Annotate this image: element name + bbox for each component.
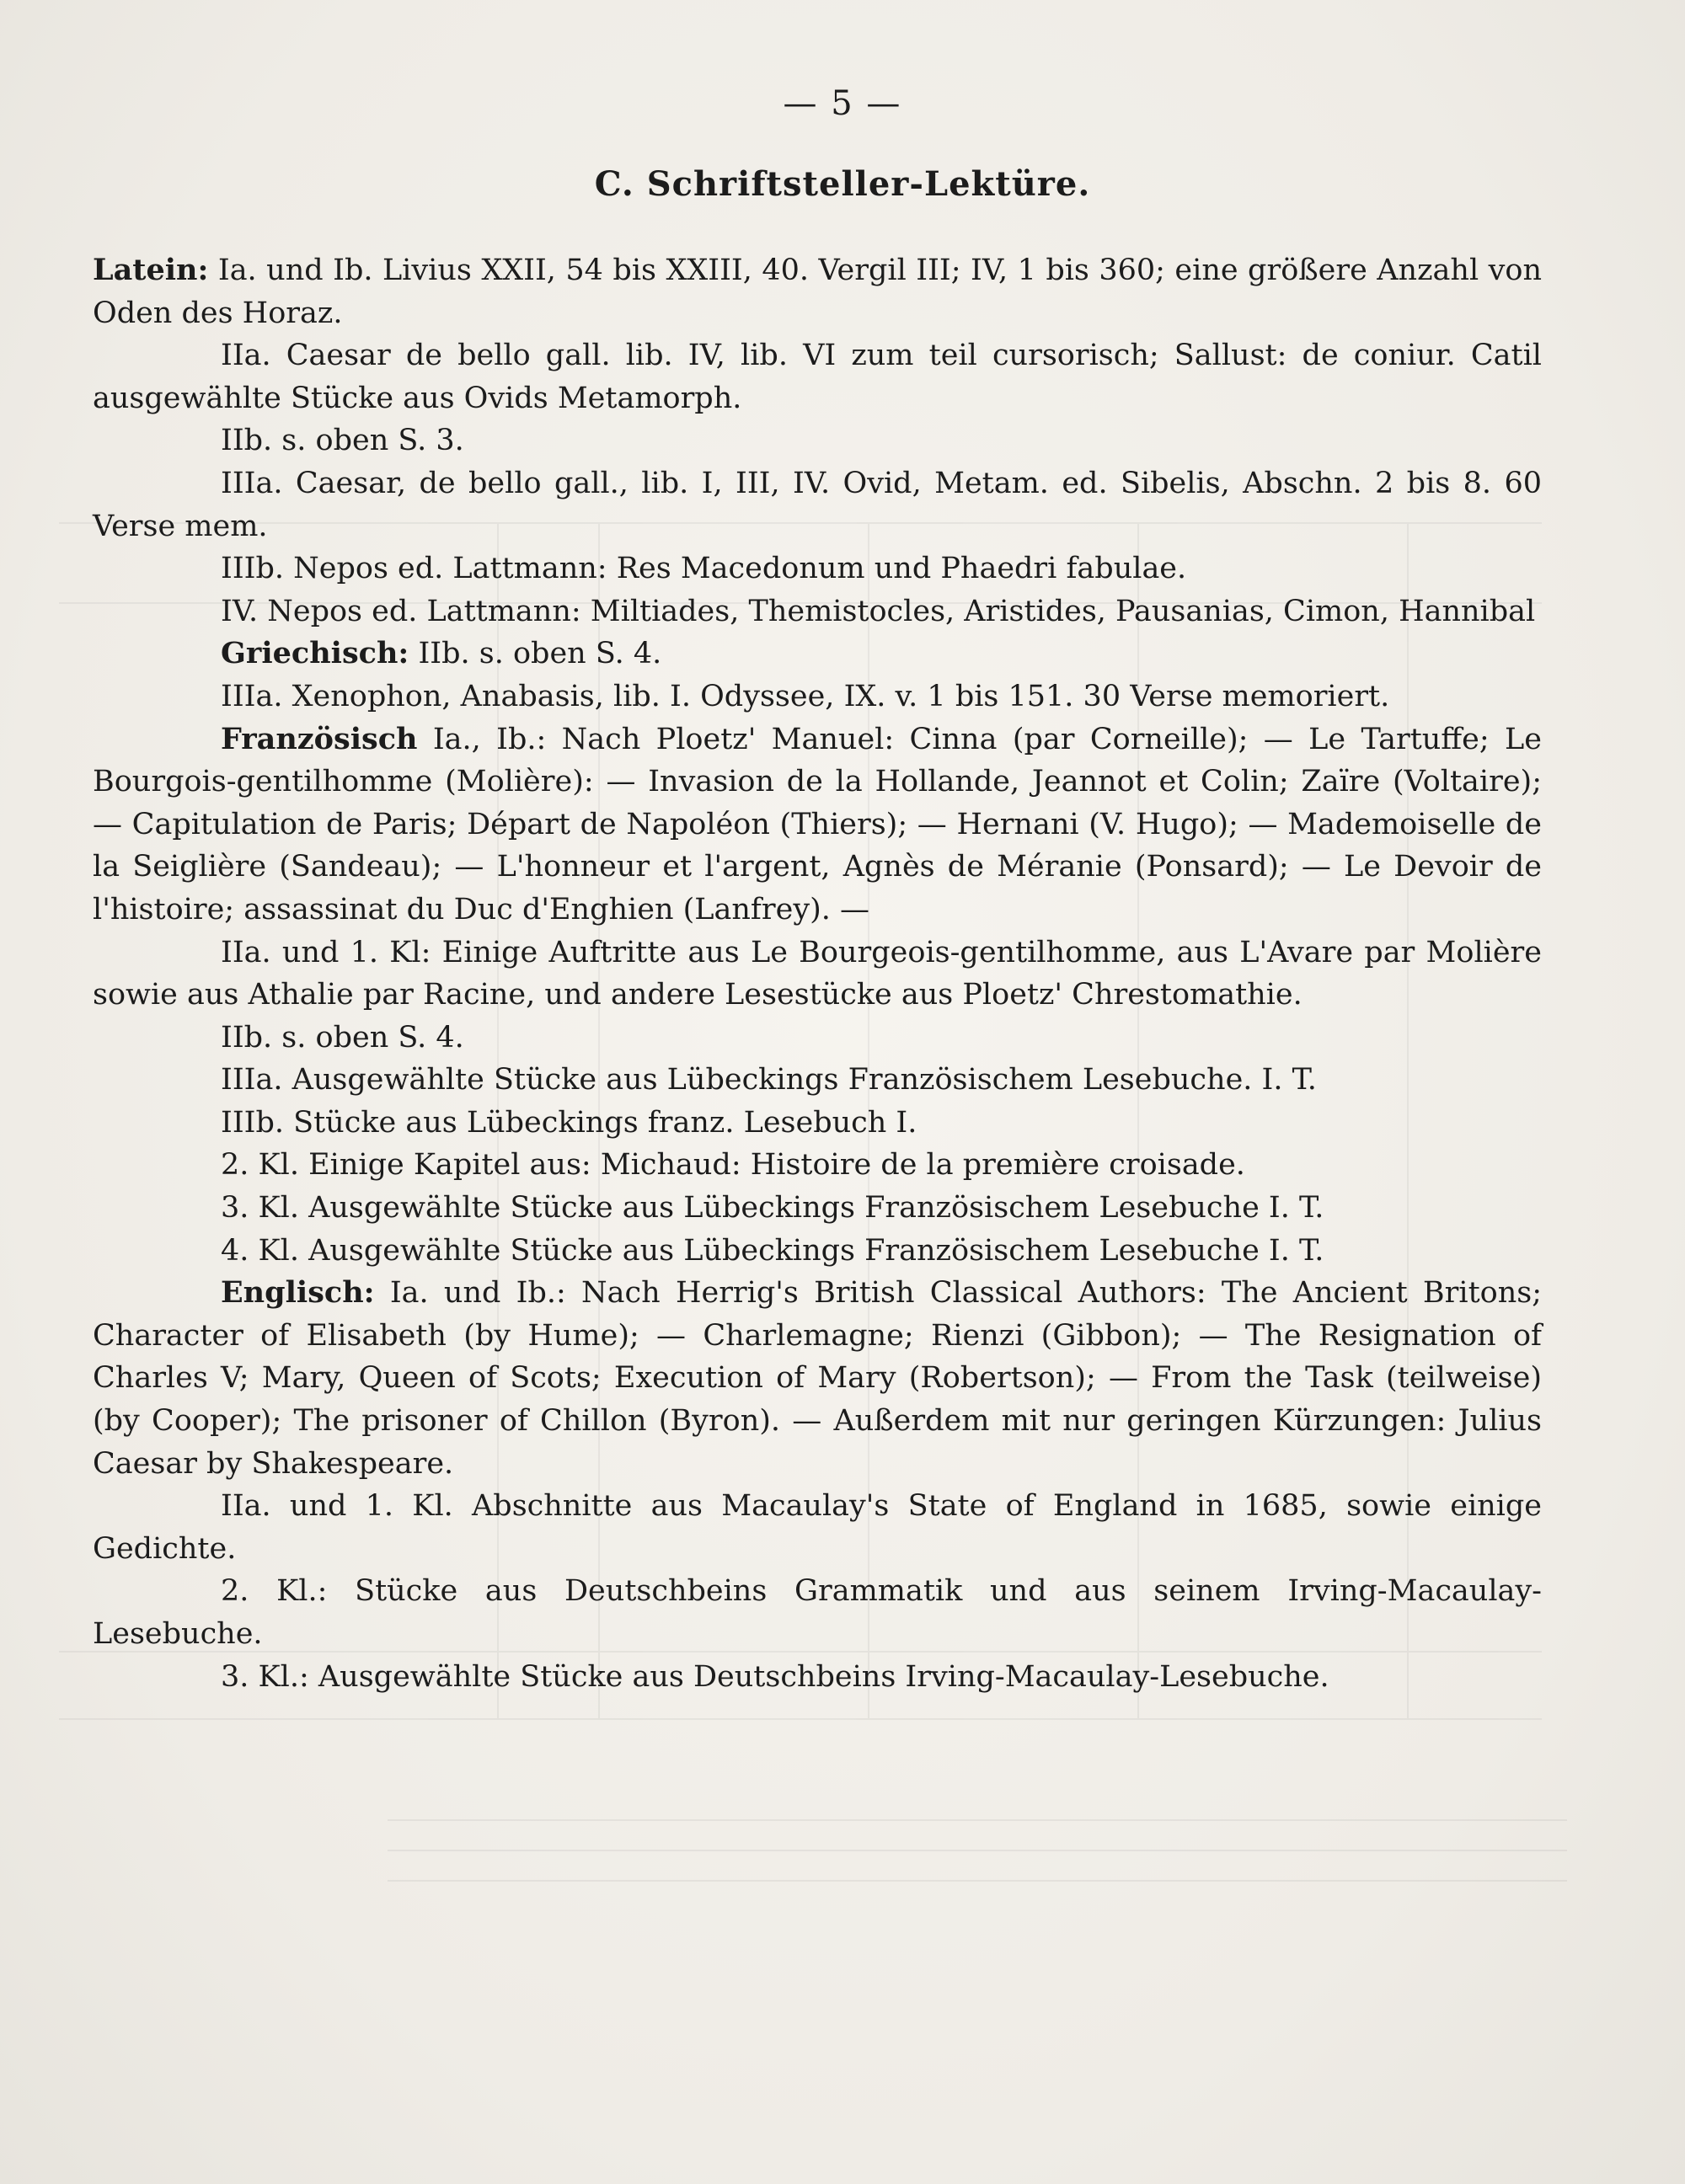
subject-label-latein: Latein: <box>93 253 209 287</box>
paragraph-franz-iiia: IIIa. Ausgewählte Stücke aus Lübeckings Französischem Lesebuche. I. T. <box>221 1063 1317 1097</box>
paragraph-griechisch-iiia: IIIa. Xenophon, Anabasis, lib. I. Odyssee, IX. v. 1 bis 151. 30 Verse memoriert. <box>221 679 1390 713</box>
paragraph-latein <box>93 249 1542 334</box>
paragraph-text: Ia. und Ib. Livius XXII, 54 bis XXIII, 40. Vergil III; IV, 1 bis 360; eine größere Anzahl von Oden des Horaz. <box>93 254 1542 330</box>
section-heading: C. Schriftsteller-Lektüre. <box>594 164 1091 204</box>
paragraph-text: Ia. und Ib.: Nach Herrig's British Classical Authors: The Ancient Britons; Character of Elisabeth (by Hume); — Charlemagne; Rienzi (Gibbon); — The Resignation of Charles V; Mary, Queen of Scots; Execution of Mary (Robertson); — From the Task (teilweise) (by Cooper); The prisoner of Chillon (Byron). — Außerdem mit nur geringen Kürzungen: Julius Caesar by Shakespeare. <box>93 1276 1542 1481</box>
paragraph-franz-iib: IIb. s. oben S. 4. <box>221 1020 464 1055</box>
paragraph-text: IIb. s. oben S. 4. <box>409 637 662 671</box>
paragraph-franzoesisch <box>93 718 1542 932</box>
paragraph-latein-iia: IIa. Caesar de bello gall. lib. IV, lib. VI zum teil cursorisch; Sallust: de coniur. Catil ausgewählte Stücke aus Ovids Metamorph. <box>93 339 1542 415</box>
paragraph-franz-kl2: 2. Kl. Einige Kapitel aus: Michaud: Histoire de la première croisade. <box>221 1148 1245 1183</box>
paragraph-latein-iv: IV. Nepos ed. Lattmann: Miltiades, Themistocles, Aristides, Pausanias, Cimon, Hannibal <box>221 594 1536 628</box>
paragraph-griechisch <box>93 633 1542 675</box>
paragraph-latein-iib: IIb. s. oben S. 3. <box>221 424 464 458</box>
subject-label-franzoesisch: Französisch <box>221 721 418 756</box>
reading-list <box>93 249 1542 1698</box>
paragraph-engl-iia: IIa. und 1. Kl. Abschnitte aus Macaulay's State of England in 1685, sowie einige Gedichte. <box>93 1489 1542 1566</box>
paragraph-franz-kl4: 4. Kl. Ausgewählte Stücke aus Lübeckings Französischem Lesebuche I. T. <box>221 1233 1324 1268</box>
paragraph-franz-iiib: IIIb. Stücke aus Lübeckings franz. Lesebuch I. <box>221 1105 917 1140</box>
paragraph-latein-iiib: IIIb. Nepos ed. Lattmann: Res Macedonum und Phaedri fabulae. <box>221 552 1187 586</box>
paragraph-text: Ia., Ib.: Nach Ploetz' Manuel: Cinna (par Corneille); — Le Tartuffe; Le Bourgois-gentilhomme (Molière): — Invasion de la Hollande, Jeannot et Colin; Zaïre (Voltaire); — Capitulation de Paris; Départ de Napoléon (Thiers); — Hernani (V. Hugo); — Mademoiselle de la Seiglière (Sandeau); — L'honneur et l'argent, Agnès de Méranie (Ponsard); — Le Devoir de l'histoire; assassinat du Duc d'Enghien (Lanfrey). — <box>93 722 1542 926</box>
paragraph-engl-kl3: 3. Kl.: Ausgewählte Stücke aus Deutschbeins Irving-Macaulay-Lesebuche. <box>221 1659 1329 1694</box>
paragraph-englisch <box>93 1272 1542 1485</box>
subject-label-englisch: Englisch: <box>221 1275 375 1311</box>
paragraph-franz-iia: IIa. und 1. Kl: Einige Auftritte aus Le Bourgeois-gentilhomme, aus L'Avare par Molière sowie aus Athalie par Racine, und andere Lesestücke aus Ploetz' Chrestomathie. <box>93 935 1542 1012</box>
page-number: — 5 — <box>783 84 902 123</box>
subject-label-griechisch: Griechisch: <box>221 636 409 671</box>
paragraph-engl-kl2: 2. Kl.: Stücke aus Deutschbeins Grammatik und aus seinem Irving-Macaulay-Lesebuche. <box>93 1574 1542 1651</box>
paragraph-latein-iiia: IIIa. Caesar, de bello gall., lib. I, III, IV. Ovid, Metam. ed. Sibelis, Abschn. 2 bis 8. 60 Verse mem. <box>93 466 1542 543</box>
paragraph-franz-kl3: 3. Kl. Ausgewählte Stücke aus Lübeckings Französischem Lesebuche I. T. <box>221 1191 1324 1225</box>
bleed-through-footnote <box>388 1819 1567 1937</box>
